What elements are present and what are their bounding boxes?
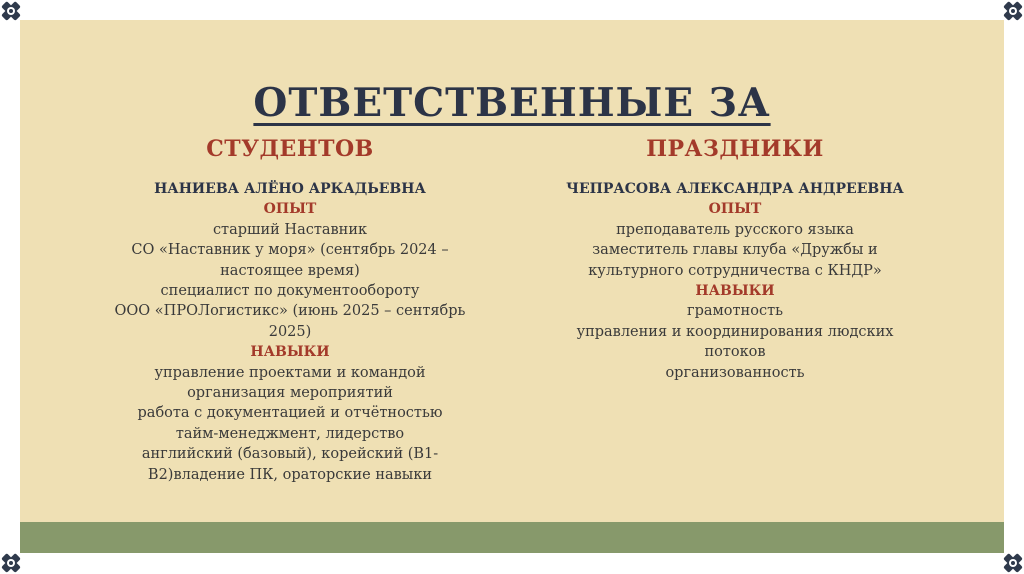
left-person-name: НАНИЕВА АЛЁНО АРКАДЬЕВНА	[154, 181, 426, 197]
footer-band	[20, 522, 1004, 553]
corner-ornament-icon	[0, 552, 22, 574]
left-experience-line: старший Наставник	[212, 221, 368, 238]
students-column	[100, 135, 480, 485]
left-experience-line: специалист по документообороту	[160, 283, 420, 300]
left-experience-line: СО «Наставник у моря» (сентябрь 2024 –	[131, 242, 449, 259]
left-skill-line: английский (базовый), корейский (B1-	[141, 446, 439, 463]
slide	[20, 20, 1004, 553]
right-skill-line: организованность	[665, 364, 805, 381]
right-experience-line: преподаватель русского языка	[616, 221, 854, 238]
right-experience-line: заместитель главы клуба «Дружбы и	[592, 242, 878, 259]
students-heading: СТУДЕНТОВ	[206, 136, 374, 162]
holidays-column	[545, 135, 925, 383]
corner-ornament-icon	[0, 0, 22, 22]
left-skills-label: НАВЫКИ	[250, 344, 330, 361]
left-experience-line: ООО «ПРОЛогистикс» (июнь 2025 – сентябрь	[114, 303, 466, 320]
corner-ornament-icon	[1002, 0, 1024, 22]
page-title: ОТВЕТСТВЕННЫЕ ЗА	[253, 80, 771, 126]
right-experience-line: культурного сотрудничества с КНДР»	[588, 262, 882, 279]
right-skill-line: управления и координирования людских	[576, 323, 894, 340]
left-experience-line: 2025)	[268, 323, 312, 340]
right-skills-label: НАВЫКИ	[695, 283, 775, 300]
left-skill-line: работа с документацией и отчётностью	[137, 405, 443, 422]
right-person-name: ЧЕПРАСОВА АЛЕКСАНДРА АНДРЕЕВНА	[566, 181, 904, 197]
corner-ornament-icon	[1002, 552, 1024, 574]
left-skill-line: управление проектами и командой	[154, 364, 426, 381]
holidays-heading: ПРАЗДНИКИ	[646, 136, 824, 162]
right-skill-line: потоков	[704, 344, 766, 361]
left-experience-line: настоящее время)	[220, 262, 360, 279]
right-experience-label: ОПЫТ	[708, 201, 762, 218]
right-skill-line: грамотность	[687, 303, 783, 320]
left-skill-line: тайм-менеджмент, лидерство	[175, 425, 405, 442]
left-experience-label: ОПЫТ	[263, 201, 317, 218]
left-skill-line: организация мероприятий	[187, 385, 393, 402]
left-skill-line: B2)владение ПК, ораторские навыки	[147, 466, 433, 483]
